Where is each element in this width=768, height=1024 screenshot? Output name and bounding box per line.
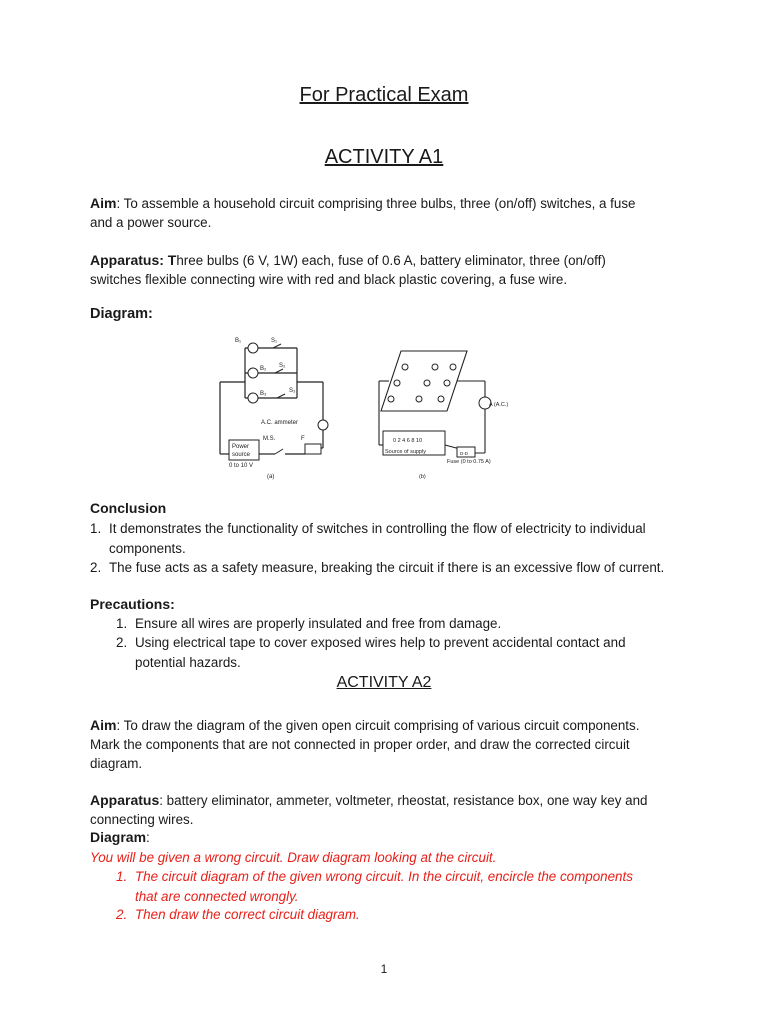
label-s2: S₂ <box>279 363 286 369</box>
list-item <box>90 519 690 558</box>
label-source: source <box>232 452 251 458</box>
a1-aim-paragraph <box>90 194 650 232</box>
label-f: F <box>301 436 305 442</box>
list-number: 1. <box>116 869 128 884</box>
label-power: Power <box>232 444 250 450</box>
list-text: Then draw the correct circuit diagram. <box>135 907 360 922</box>
a2-diagram-colon: : <box>146 830 150 845</box>
circuit-diagram-a <box>215 330 345 482</box>
list-item <box>116 867 676 906</box>
list-item <box>116 633 676 672</box>
a2-apparatus-paragraph <box>90 791 680 829</box>
switch-s1 <box>273 344 281 348</box>
a1-apparatus-label: Apparatus: T <box>90 252 177 268</box>
label-ammeter: A.C. ammeter <box>261 420 299 426</box>
a1-aim-label: Aim <box>90 195 117 211</box>
label-ms: M.S. <box>263 436 276 442</box>
label-ammeter-b: A (A.C.) <box>489 402 509 408</box>
activity-a2-heading: ACTIVITY A2 <box>336 674 432 691</box>
fuse-box <box>305 444 321 454</box>
list-item <box>90 558 690 578</box>
a2-diagram-label: Diagram <box>90 829 147 845</box>
a1-precautions-label: Precautions: <box>90 596 175 612</box>
bulb-b2 <box>248 368 258 378</box>
label-supply: Source of supply <box>385 449 426 455</box>
circuit-diagram-b <box>375 345 525 485</box>
ammeter-symbol <box>318 420 328 430</box>
list-number: 2. <box>116 907 128 922</box>
label-s1: S₁ <box>271 338 278 344</box>
board-outline <box>381 351 467 411</box>
label-b1: B₁ <box>235 338 242 344</box>
list-item <box>116 905 676 925</box>
label-b2: B₂ <box>260 366 267 372</box>
a1-diagram-label: Diagram: <box>90 306 153 322</box>
list-text: Ensure all wires are properly insulated and free from damage. <box>135 616 502 631</box>
label-fuse-range: Fuse (0 to 0.75 A) <box>447 459 491 465</box>
activity-a1-heading: ACTIVITY A1 <box>324 146 444 168</box>
a2-diagram-heading <box>90 828 650 847</box>
switch-s2 <box>275 369 283 373</box>
list-number: 2. <box>90 560 102 575</box>
label-s3: S₃ <box>289 388 296 394</box>
caption-b: (b) <box>419 474 426 480</box>
a1-apparatus-text: hree bulbs (6 V, 1W) each, fuse of 0.6 A, battery eliminator, three (on/off) switches flexible connecting wire with red and black plastic covering, a fuse wire. <box>90 253 606 287</box>
a2-aim-label: Aim <box>90 717 117 733</box>
list-item <box>116 614 676 634</box>
list-text: Using electrical tape to cover exposed wires help to prevent accidental contact and <box>135 635 626 650</box>
document-title: For Practical Exam <box>299 84 469 106</box>
page-number: 1 <box>380 962 388 976</box>
list-number: 1. <box>90 521 102 536</box>
a1-conclusion-label: Conclusion <box>90 500 167 516</box>
label-b3: B₃ <box>260 391 267 397</box>
bulb-b1 <box>248 343 258 353</box>
list-text: It demonstrates the functionality of switches in controlling the flow of electricity to individual <box>109 521 646 536</box>
list-number: 2. <box>116 635 128 650</box>
a1-aim-text: : To assemble a household circuit comprising three bulbs, three (on/off) switches, a fuse and a power source. <box>90 196 636 230</box>
a2-apparatus-label: Apparatus <box>90 792 160 808</box>
main-switch <box>275 449 283 454</box>
label-fuse-box: D-D <box>460 451 468 456</box>
a2-aim-text: : To draw the diagram of the given open circuit comprising of various circuit components. Mark the components that are not connected in proper order, and draw the corrected circuit diagram. <box>90 718 640 771</box>
bulb-b3 <box>248 393 258 403</box>
list-text-cont: potential hazards. <box>135 654 241 670</box>
label-dial: 0 2 4 6 8 10 <box>393 438 423 444</box>
list-number: 1. <box>116 616 128 631</box>
a2-apparatus-text: : battery eliminator, ammeter, voltmeter, rheostat, resistance box, one way key and connecting wires. <box>90 793 648 827</box>
a1-apparatus-paragraph <box>90 251 635 289</box>
a2-aim-paragraph <box>90 716 670 773</box>
caption-a: (a) <box>267 474 275 480</box>
list-text: The fuse acts as a safety measure, breaking the circuit if there is an excessive flow of current. <box>109 560 665 575</box>
list-text-cont: components. <box>109 540 186 556</box>
label-range: 0 to 10 V <box>229 463 254 469</box>
list-text-cont: that are connected wrongly. <box>135 888 299 904</box>
a2-instruction: You will be given a wrong circuit. Draw diagram looking at the circuit. <box>90 850 497 865</box>
list-text: The circuit diagram of the given wrong circuit. In the circuit, encircle the components <box>135 869 633 884</box>
switch-s3 <box>277 394 285 398</box>
